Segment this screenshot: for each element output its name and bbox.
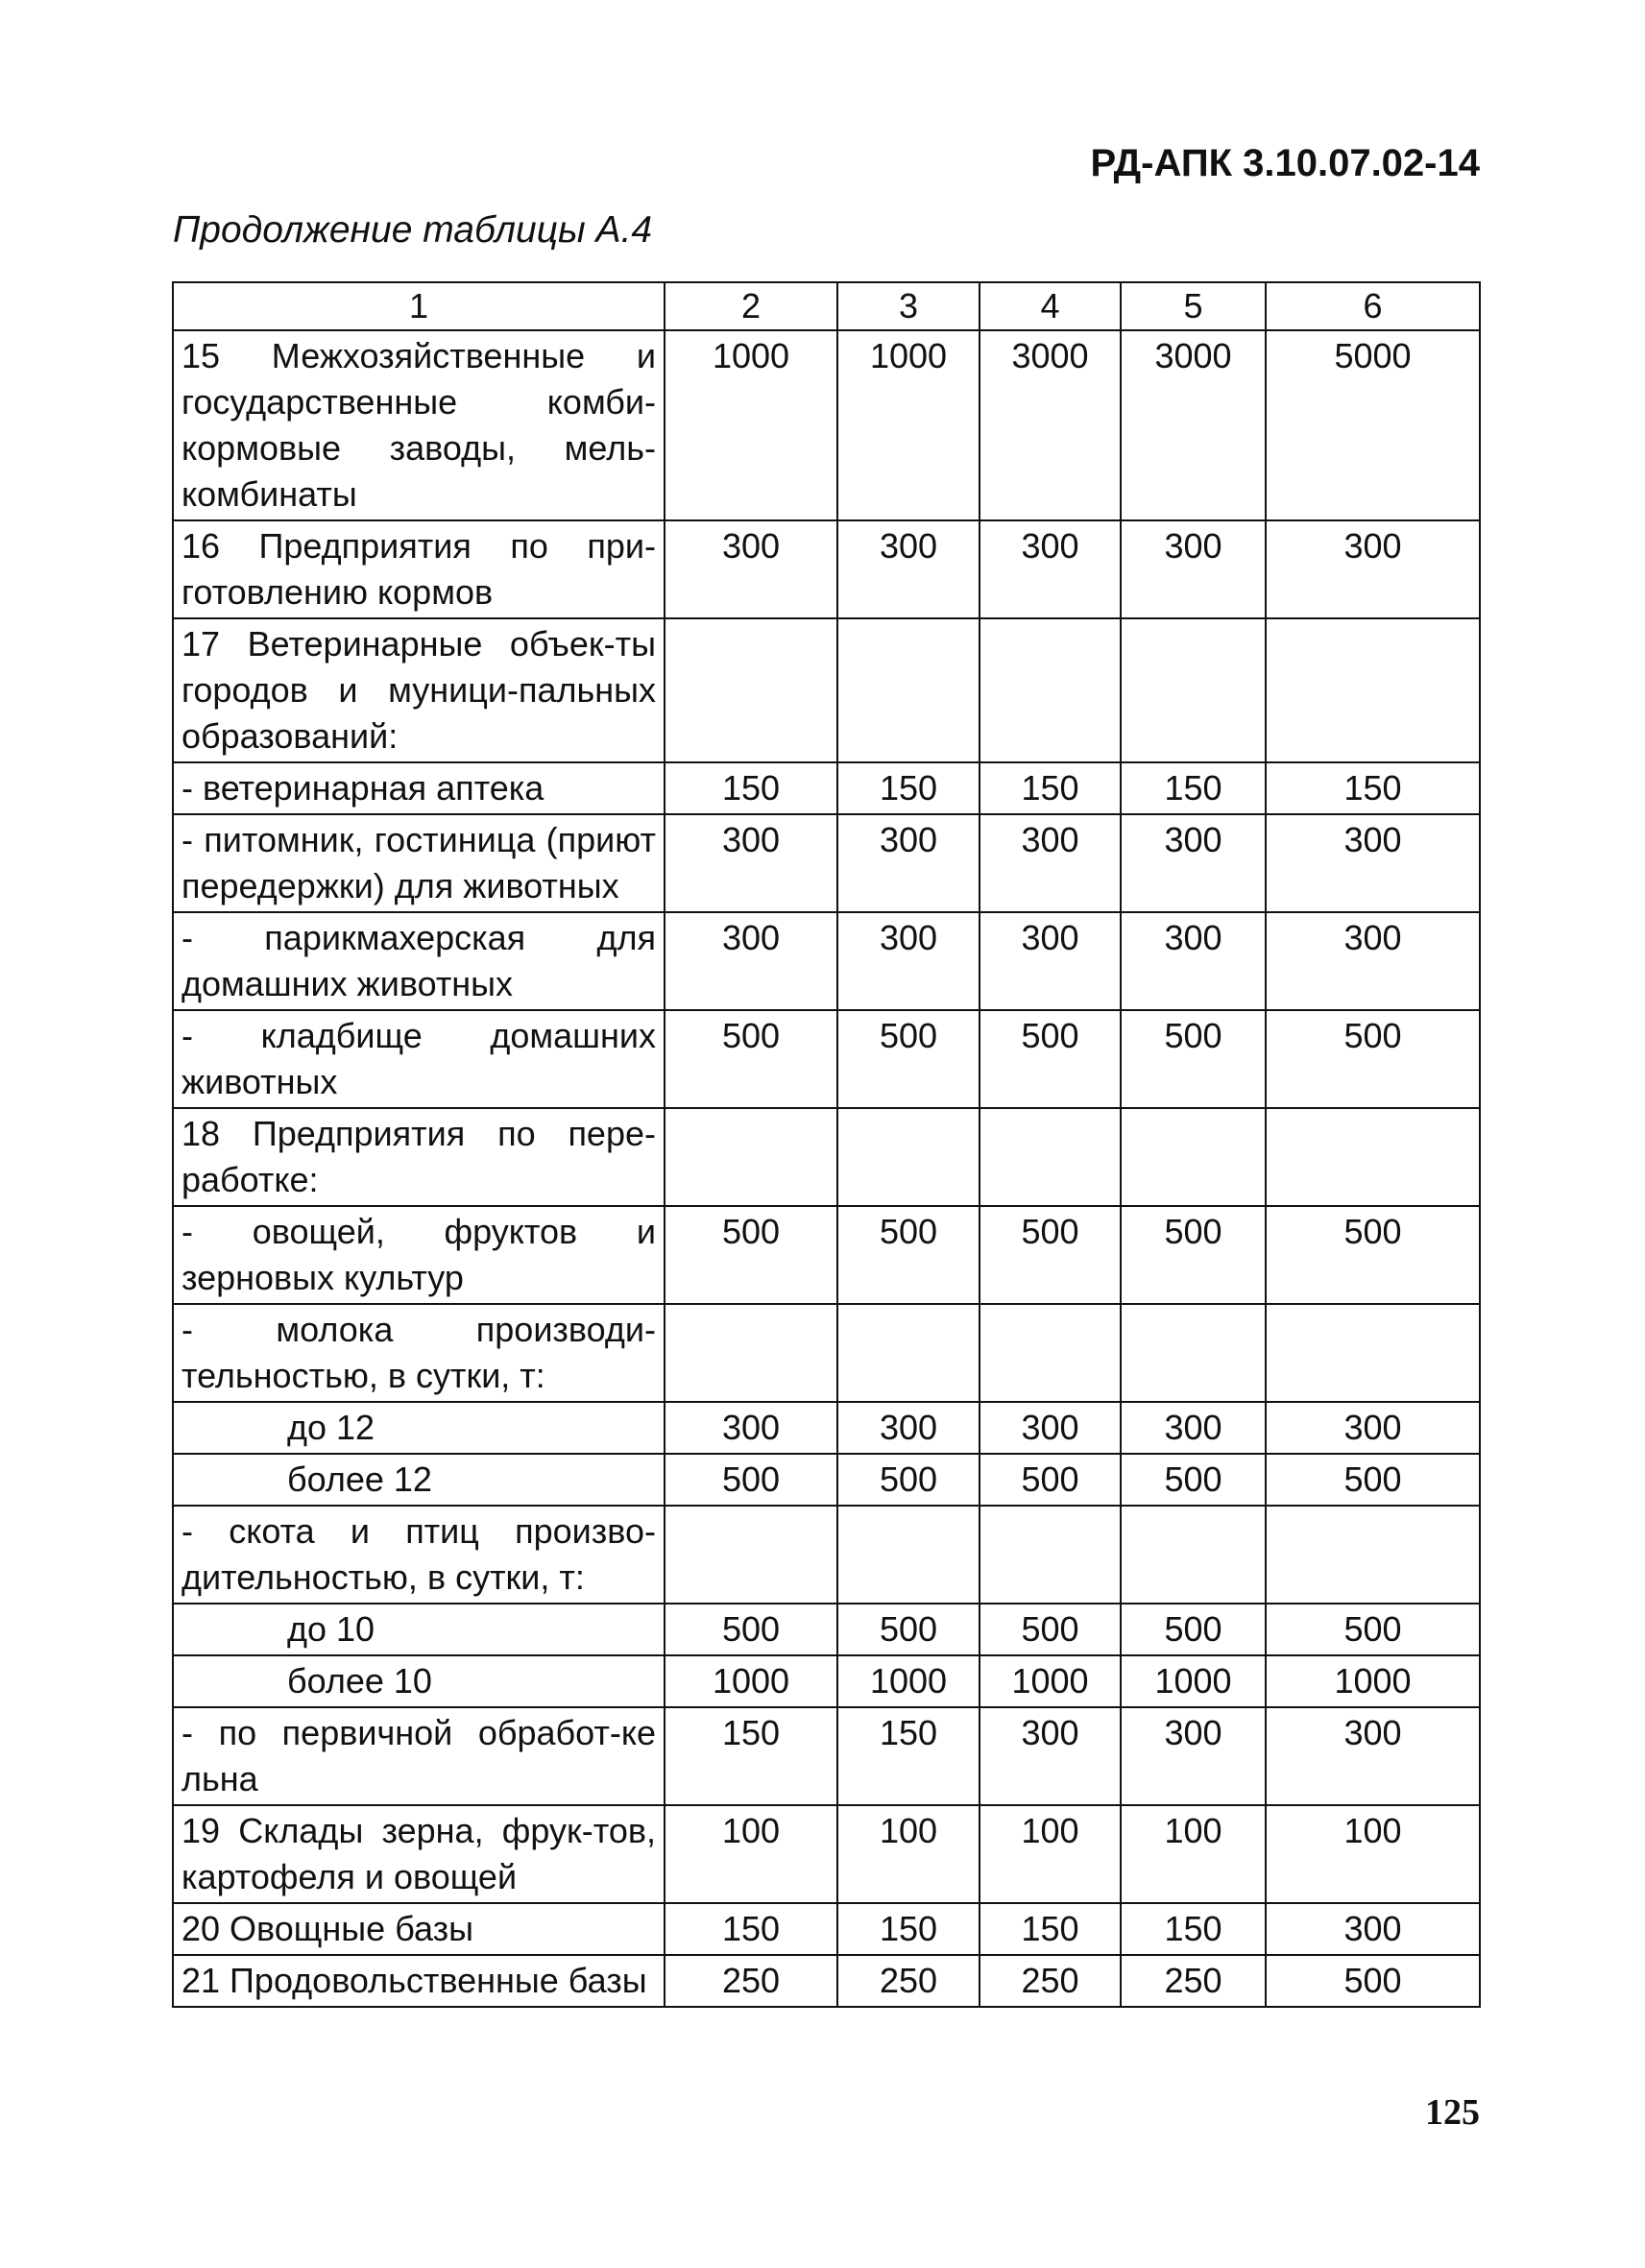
value-cell-col-2: 300 bbox=[665, 814, 837, 912]
value-cell-col-4: 300 bbox=[980, 1402, 1121, 1454]
table-row bbox=[173, 1707, 1480, 1805]
column-header-1: 1 bbox=[173, 282, 665, 330]
value-cell-col-2: 1000 bbox=[665, 1655, 837, 1707]
value-cell-col-2: 500 bbox=[665, 1010, 837, 1108]
value-cell-col-5: 1000 bbox=[1121, 1655, 1266, 1707]
value-cell-col-6: 500 bbox=[1266, 1955, 1480, 2007]
column-header-6: 6 bbox=[1266, 282, 1480, 330]
row-name-cell: 17 Ветеринарные объек-ты городов и муници-пальных образований: bbox=[173, 618, 665, 762]
value-cell-col-5 bbox=[1121, 1304, 1266, 1402]
row-name-cell: - парикмахерская для домашних животных bbox=[173, 912, 665, 1010]
table-row bbox=[173, 1655, 1480, 1707]
row-name-cell: более 12 bbox=[173, 1454, 665, 1506]
value-cell-col-5 bbox=[1121, 618, 1266, 762]
row-name-cell: до 10 bbox=[173, 1604, 665, 1655]
row-name-cell: 15 Межхозяйственные и государственные комби-кормовые заводы, мель-комбинаты bbox=[173, 330, 665, 520]
value-cell-col-6: 500 bbox=[1266, 1454, 1480, 1506]
value-cell-col-4 bbox=[980, 1506, 1121, 1604]
value-cell-col-5 bbox=[1121, 1108, 1266, 1206]
row-name-cell: - кладбище домашних животных bbox=[173, 1010, 665, 1108]
column-header-4: 4 bbox=[980, 282, 1121, 330]
row-name-cell: более 10 bbox=[173, 1655, 665, 1707]
value-cell-col-4 bbox=[980, 618, 1121, 762]
table-row bbox=[173, 1506, 1480, 1604]
value-cell-col-6: 300 bbox=[1266, 814, 1480, 912]
value-cell-col-5: 300 bbox=[1121, 1707, 1266, 1805]
value-cell-col-4: 250 bbox=[980, 1955, 1121, 2007]
row-name-cell: - молока производи-тельностью, в сутки, т: bbox=[173, 1304, 665, 1402]
value-cell-col-5: 100 bbox=[1121, 1805, 1266, 1903]
table-row bbox=[173, 1108, 1480, 1206]
row-name-cell: - питомник, гостиница (приют передержки) для животных bbox=[173, 814, 665, 912]
document-code: РД-АПК 3.10.07.02-14 bbox=[1090, 142, 1480, 184]
value-cell-col-4: 300 bbox=[980, 1707, 1121, 1805]
table-row bbox=[173, 1955, 1480, 2007]
row-name-cell: - овощей, фруктов и зерновых культур bbox=[173, 1206, 665, 1304]
table-row bbox=[173, 762, 1480, 814]
value-cell-col-5: 300 bbox=[1121, 1402, 1266, 1454]
value-cell-col-4: 500 bbox=[980, 1454, 1121, 1506]
column-header-3: 3 bbox=[837, 282, 980, 330]
value-cell-col-2: 500 bbox=[665, 1604, 837, 1655]
value-cell-col-2: 150 bbox=[665, 762, 837, 814]
page-number: 125 bbox=[1425, 2092, 1480, 2133]
value-cell-col-2: 500 bbox=[665, 1454, 837, 1506]
value-cell-col-6 bbox=[1266, 618, 1480, 762]
value-cell-col-6: 500 bbox=[1266, 1604, 1480, 1655]
value-cell-col-3 bbox=[837, 1304, 980, 1402]
value-cell-col-3: 100 bbox=[837, 1805, 980, 1903]
value-cell-col-3: 500 bbox=[837, 1454, 980, 1506]
value-cell-col-5: 500 bbox=[1121, 1206, 1266, 1304]
value-cell-col-3: 150 bbox=[837, 762, 980, 814]
value-cell-col-6 bbox=[1266, 1304, 1480, 1402]
value-cell-col-3: 300 bbox=[837, 520, 980, 618]
value-cell-col-6: 150 bbox=[1266, 762, 1480, 814]
value-cell-col-2: 500 bbox=[665, 1206, 837, 1304]
value-cell-col-3: 150 bbox=[837, 1903, 980, 1955]
value-cell-col-3: 250 bbox=[837, 1955, 980, 2007]
value-cell-col-4: 300 bbox=[980, 814, 1121, 912]
table-row bbox=[173, 1805, 1480, 1903]
value-cell-col-6 bbox=[1266, 1506, 1480, 1604]
value-cell-col-3 bbox=[837, 1108, 980, 1206]
table-row bbox=[173, 1604, 1480, 1655]
value-cell-col-2 bbox=[665, 1506, 837, 1604]
value-cell-col-5: 150 bbox=[1121, 762, 1266, 814]
value-cell-col-5: 150 bbox=[1121, 1903, 1266, 1955]
value-cell-col-2 bbox=[665, 1108, 837, 1206]
value-cell-col-2: 250 bbox=[665, 1955, 837, 2007]
table-row bbox=[173, 618, 1480, 762]
value-cell-col-2: 300 bbox=[665, 1402, 837, 1454]
value-cell-col-4: 500 bbox=[980, 1010, 1121, 1108]
value-cell-col-3: 500 bbox=[837, 1010, 980, 1108]
value-cell-col-6: 300 bbox=[1266, 1402, 1480, 1454]
value-cell-col-2: 150 bbox=[665, 1903, 837, 1955]
value-cell-col-4: 100 bbox=[980, 1805, 1121, 1903]
value-cell-col-4: 500 bbox=[980, 1206, 1121, 1304]
row-name-cell: 19 Склады зерна, фрук-тов, картофеля и овощей bbox=[173, 1805, 665, 1903]
row-name-cell: - ветеринарная аптека bbox=[173, 762, 665, 814]
row-name-cell: 21 Продовольственные базы bbox=[173, 1955, 665, 2007]
value-cell-col-4: 150 bbox=[980, 1903, 1121, 1955]
table-row bbox=[173, 814, 1480, 912]
value-cell-col-3: 1000 bbox=[837, 330, 980, 520]
value-cell-col-3: 300 bbox=[837, 1402, 980, 1454]
value-cell-col-2 bbox=[665, 618, 837, 762]
value-cell-col-5: 300 bbox=[1121, 814, 1266, 912]
value-cell-col-6: 100 bbox=[1266, 1805, 1480, 1903]
column-header-2: 2 bbox=[665, 282, 837, 330]
value-cell-col-6: 300 bbox=[1266, 1903, 1480, 1955]
header-row bbox=[173, 282, 1480, 330]
value-cell-col-3 bbox=[837, 618, 980, 762]
value-cell-col-3: 500 bbox=[837, 1604, 980, 1655]
table-row bbox=[173, 330, 1480, 520]
value-cell-col-5: 500 bbox=[1121, 1010, 1266, 1108]
value-cell-col-3: 300 bbox=[837, 814, 980, 912]
value-cell-col-3: 150 bbox=[837, 1707, 980, 1805]
row-name-cell: 18 Предприятия по пере-работке: bbox=[173, 1108, 665, 1206]
value-cell-col-5: 500 bbox=[1121, 1604, 1266, 1655]
value-cell-col-6: 300 bbox=[1266, 520, 1480, 618]
row-name-cell: - скота и птиц произво-дительностью, в сутки, т: bbox=[173, 1506, 665, 1604]
value-cell-col-5: 250 bbox=[1121, 1955, 1266, 2007]
table-row bbox=[173, 1010, 1480, 1108]
value-cell-col-6 bbox=[1266, 1108, 1480, 1206]
value-cell-col-2: 1000 bbox=[665, 330, 837, 520]
value-cell-col-5: 300 bbox=[1121, 520, 1266, 618]
value-cell-col-2: 100 bbox=[665, 1805, 837, 1903]
value-cell-col-3: 500 bbox=[837, 1206, 980, 1304]
table-row bbox=[173, 1304, 1480, 1402]
value-cell-col-4: 300 bbox=[980, 912, 1121, 1010]
value-cell-col-6: 500 bbox=[1266, 1206, 1480, 1304]
row-name-cell: 20 Овощные базы bbox=[173, 1903, 665, 1955]
value-cell-col-6: 300 bbox=[1266, 1707, 1480, 1805]
table-row bbox=[173, 1454, 1480, 1506]
value-cell-col-3: 1000 bbox=[837, 1655, 980, 1707]
value-cell-col-4 bbox=[980, 1304, 1121, 1402]
value-cell-col-5: 500 bbox=[1121, 1454, 1266, 1506]
value-cell-col-3: 300 bbox=[837, 912, 980, 1010]
table-row bbox=[173, 1903, 1480, 1955]
value-cell-col-6: 1000 bbox=[1266, 1655, 1480, 1707]
row-name-cell: - по первичной обработ-ке льна bbox=[173, 1707, 665, 1805]
value-cell-col-4: 300 bbox=[980, 520, 1121, 618]
table-row bbox=[173, 1402, 1480, 1454]
value-cell-col-5: 300 bbox=[1121, 912, 1266, 1010]
value-cell-col-4: 3000 bbox=[980, 330, 1121, 520]
row-name-cell: до 12 bbox=[173, 1402, 665, 1454]
value-cell-col-5: 3000 bbox=[1121, 330, 1266, 520]
table-row bbox=[173, 912, 1480, 1010]
value-cell-col-5 bbox=[1121, 1506, 1266, 1604]
table-row bbox=[173, 520, 1480, 618]
column-header-5: 5 bbox=[1121, 282, 1266, 330]
table-caption: Продолжение таблицы А.4 bbox=[173, 209, 653, 251]
table-body bbox=[173, 330, 1480, 2007]
value-cell-col-4: 1000 bbox=[980, 1655, 1121, 1707]
value-cell-col-2: 300 bbox=[665, 912, 837, 1010]
value-cell-col-6: 500 bbox=[1266, 1010, 1480, 1108]
norms-table bbox=[172, 281, 1481, 2008]
value-cell-col-2: 300 bbox=[665, 520, 837, 618]
table-row bbox=[173, 1206, 1480, 1304]
value-cell-col-4: 150 bbox=[980, 762, 1121, 814]
value-cell-col-2 bbox=[665, 1304, 837, 1402]
value-cell-col-4 bbox=[980, 1108, 1121, 1206]
value-cell-col-3 bbox=[837, 1506, 980, 1604]
value-cell-col-4: 500 bbox=[980, 1604, 1121, 1655]
value-cell-col-6: 300 bbox=[1266, 912, 1480, 1010]
row-name-cell: 16 Предприятия по при-готовлению кормов bbox=[173, 520, 665, 618]
value-cell-col-2: 150 bbox=[665, 1707, 837, 1805]
value-cell-col-6: 5000 bbox=[1266, 330, 1480, 520]
